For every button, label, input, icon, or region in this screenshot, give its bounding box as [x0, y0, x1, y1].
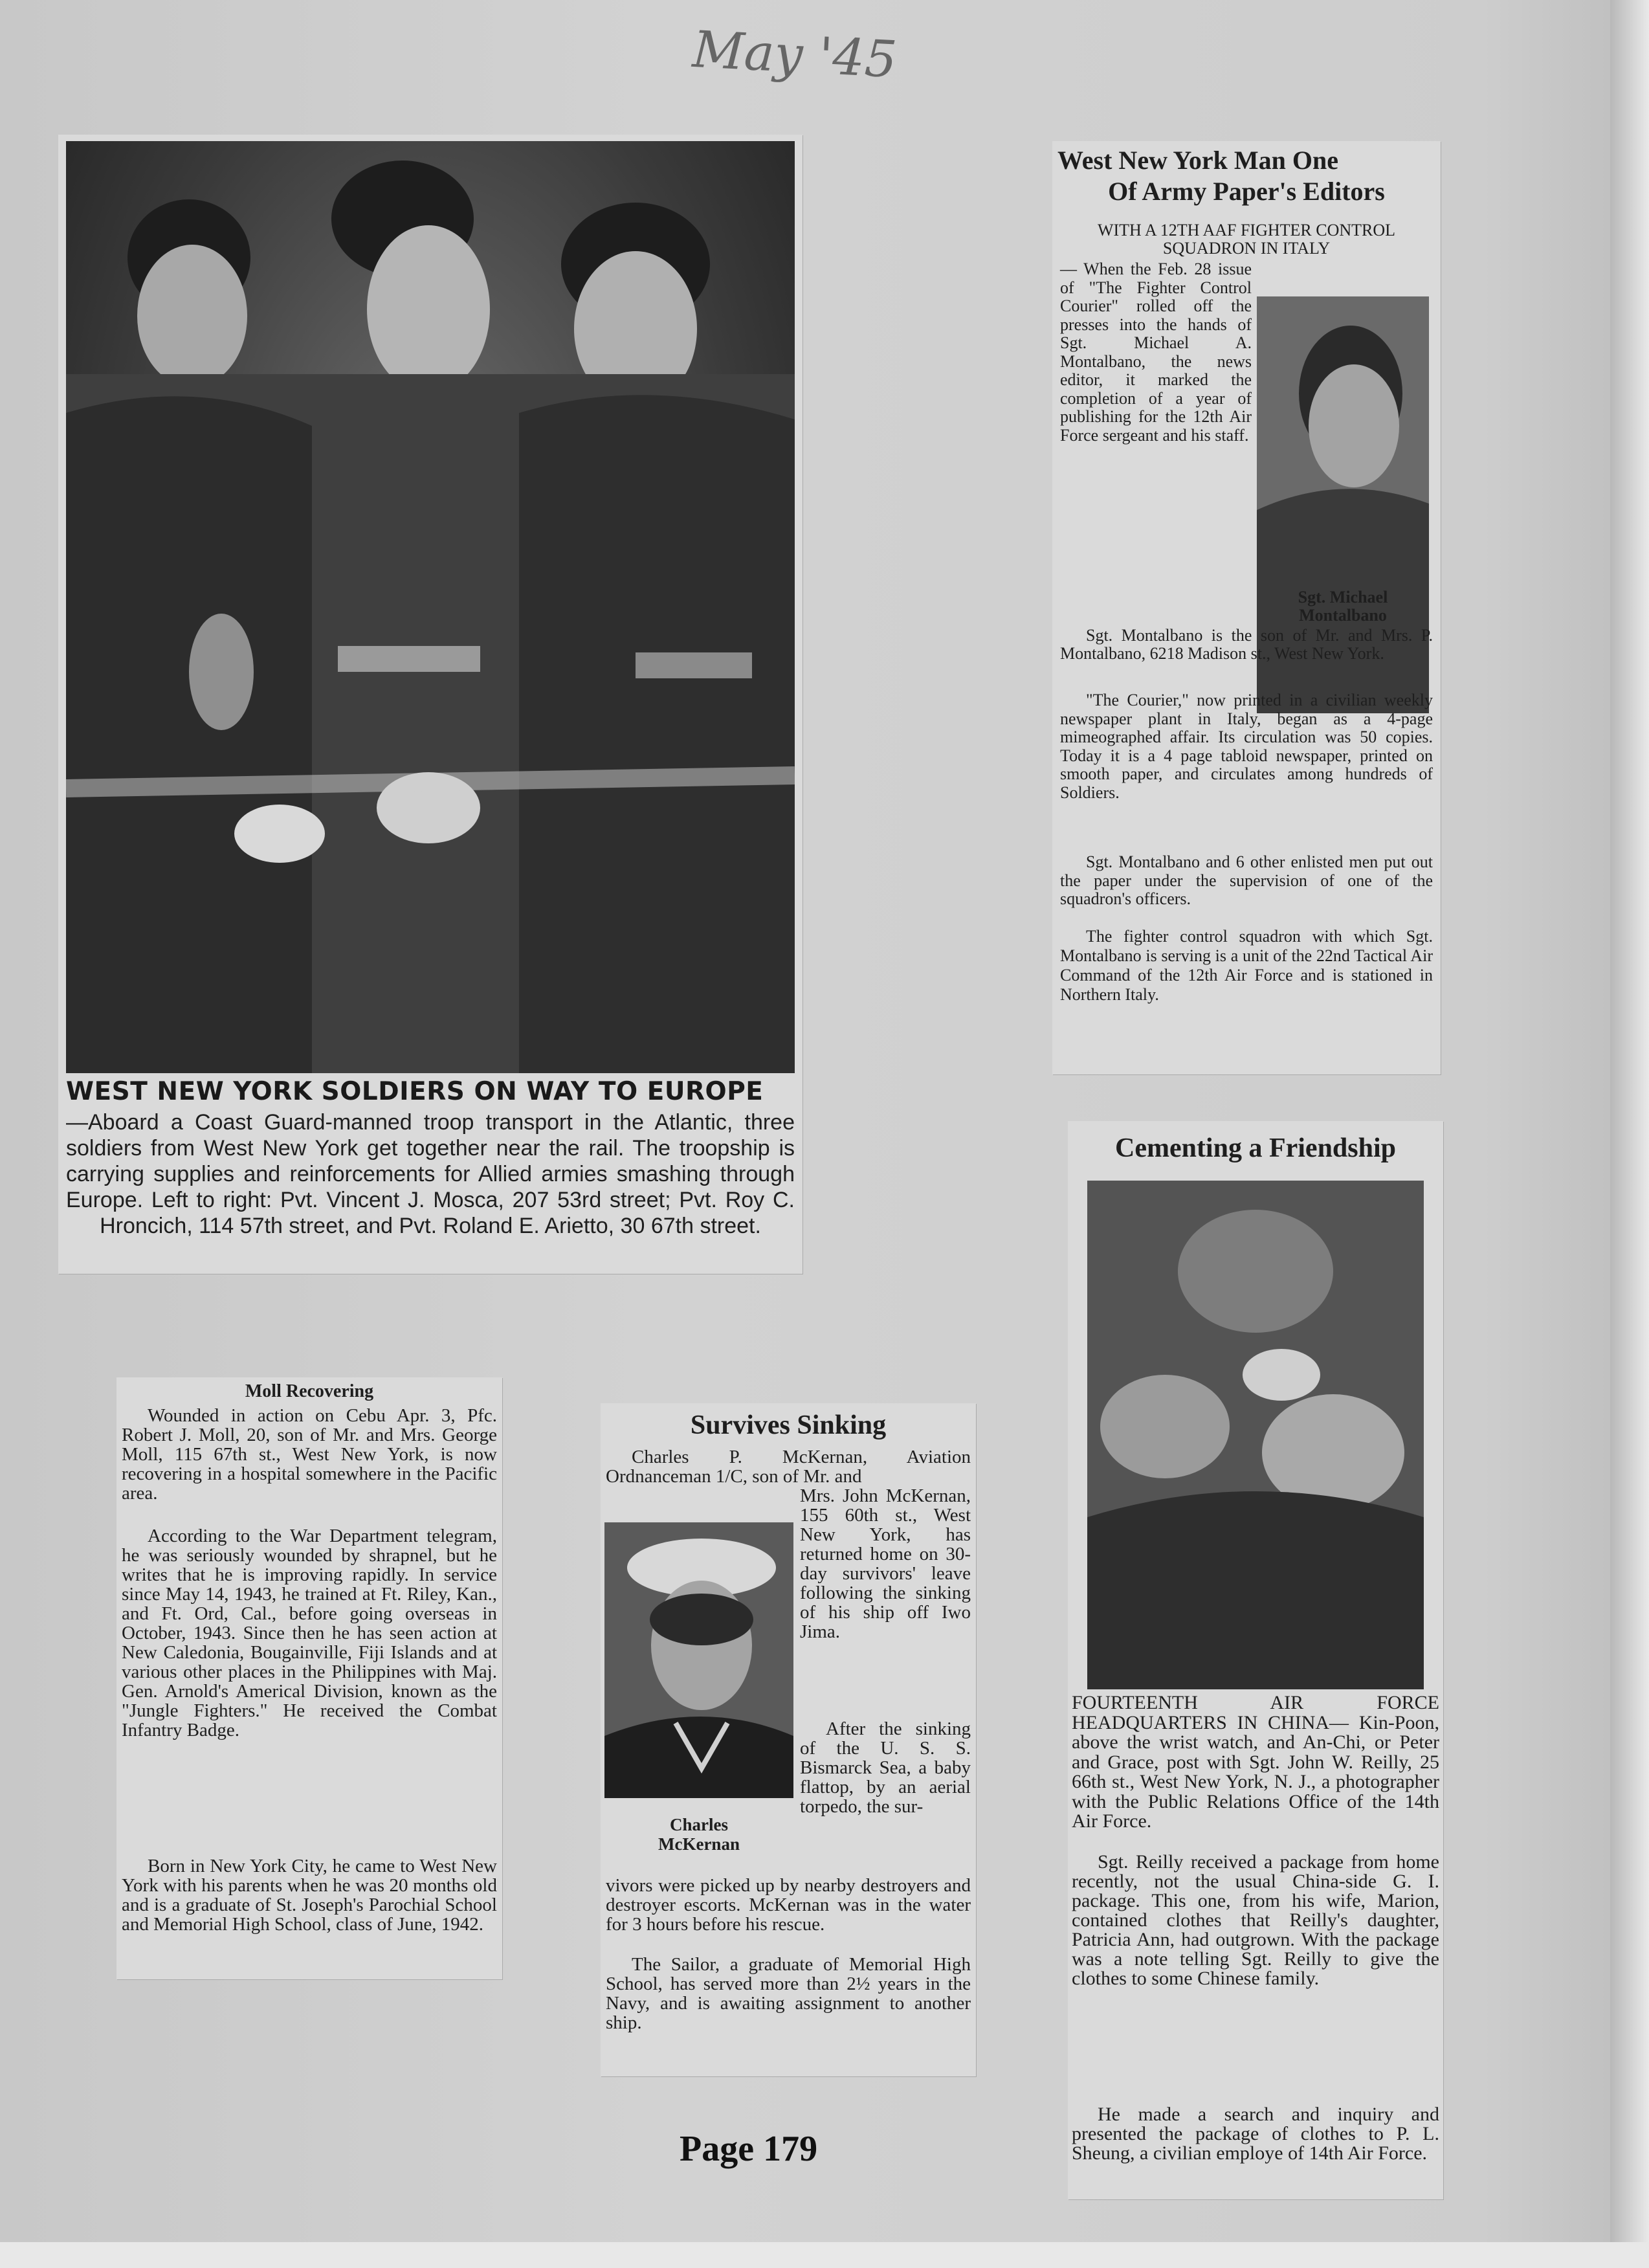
sinking-paragraph-2-continued: vivors were picked up by nearby destroyers and destroyer escorts. McKernan was in the water for 3 hours before his rescue.: [606, 1875, 976, 1935]
sinking-headline: Survives Sinking: [690, 1410, 887, 1440]
soldiers-photo: [66, 141, 795, 1073]
montalbano-caption-line2: Montalbano: [1299, 606, 1387, 625]
mckernan-caption-line2: McKernan: [658, 1834, 740, 1854]
montalbano-caption-line1: Sgt. Michael: [1298, 588, 1388, 606]
moll-paragraph-1: Wounded in action on Cebu Apr. 3, Pfc. Robert J. Moll, 20, son of Mr. and Mrs. George Moll, 115 67th st., West New York, is now recovering in a hospital somewhere in the Pacific area.: [122, 1405, 502, 1504]
mckernan-photo-shapes: [604, 1522, 793, 1798]
friendship-paragraph-2: Sgt. Reilly received a package from home recently, not the usual China-side G. I. package. This one, from his wife, Marion, contained clothes that Reilly's daughter, Patricia Ann, had outgrown. With the package was a note telling Sgt. Reilly to give the clothes to some Chinese family.: [1072, 1851, 1444, 1989]
friendship-clipping: [1068, 1121, 1443, 2199]
scan-bottom-strip: [0, 2242, 1649, 2268]
editor-headline-line1: West New York Man One: [1057, 146, 1339, 175]
mckernan-photo: [604, 1522, 793, 1798]
moll-clipping: [116, 1377, 502, 1979]
friendship-headline: Cementing a Friendship: [1114, 1133, 1397, 1163]
sinking-paragraph-1: Mrs. John McKernan, 155 60th st., West New York, has returned home on 30-day survivors' leave following the sinking of his ship off Iwo Jima.: [800, 1485, 976, 1642]
sinking-clipping: [601, 1403, 976, 2076]
friendship-photo: [1087, 1181, 1424, 1689]
soldiers-headline: WEST NEW YORK SOLDIERS ON WAY TO EUROPE: [66, 1077, 764, 1106]
soldiers-photo-shapes: [66, 141, 795, 1073]
editor-paragraph-1: — When the Feb. 28 issue of "The Fighter Control Courier" rolled off the presses into the hands of Sgt. Michael A. Montalbano, the news editor, it marked the completion of a year of publishing for the 12th Air Force sergeant and his staff.: [1060, 260, 1256, 445]
mckernan-caption-line1: Charles: [670, 1815, 728, 1834]
editor-clipping: [1052, 141, 1441, 1074]
friendship-paragraph-3: He made a search and inquiry and presented the package of clothes to P. L. Sheung, a civilian employe of 14th Air Force.: [1072, 2104, 1444, 2164]
editor-paragraph-4: Sgt. Montalbano and 6 other enlisted men put out the paper under the supervision of one of the squadron's officers.: [1060, 852, 1437, 908]
sinking-intro: Charles P. McKernan, Aviation Ordnanceman 1/C, son of Mr. and: [606, 1447, 976, 1487]
editor-headline-line2: Of Army Paper's Editors: [1108, 177, 1385, 206]
friendship-paragraph-1: FOURTEENTH AIR FORCE HEADQUARTERS IN CHINA— Kin-Poon, above the wrist watch, and An-Chi, or Peter and Grace, post with Sgt. John W. Reilly, 25 66th st., West New York, N. J., a photographer with the Public Relations Office of the 14th Air Force.: [1072, 1692, 1444, 1832]
moll-paragraph-3: Born in New York City, he came to West New York with his parents when he was 20 months old and is a graduate of St. Joseph's Parochial School and Memorial High School, class of June, 1942.: [122, 1856, 502, 1935]
editor-paragraph-2: Sgt. Montalbano is the son of Mr. and Mrs. P. Montalbano, 6218 Madison st., West New York.: [1060, 626, 1437, 663]
page-number: Page 179: [680, 2129, 818, 2169]
sinking-paragraph-3: The Sailor, a graduate of Memorial High School, has served more than 2½ years in the Navy, and is awaiting assignment to another ship.: [606, 1954, 976, 2033]
editor-paragraph-5: The fighter control squadron with which Sgt. Montalbano is serving is a unit of the 22nd Tactical Air Command of the 12th Air Force and is stationed in Northern Italy.: [1060, 927, 1437, 1004]
editor-dateline: WITH A 12TH AAF FIGHTER CONTROL SQUADRON IN ITALY: [1097, 221, 1400, 258]
friendship-photo-shapes: [1087, 1181, 1424, 1689]
moll-paragraph-2: According to the War Department telegram, he was seriously wounded by shrapnel, but he writes that he is improving rapidly. In service since May 14, 1943, he trained at Ft. Riley, Kan., and Ft. Ord, Cal., before going overseas in October, 1943. Since then he has seen action at New Caledonia, Bougainville, Fiji Islands and at various other places in the Philippines with Maj. Gen. Arnold's Americal Division, known as the "Jungle Fighters." He received the Combat Infantry Badge.: [122, 1526, 502, 1740]
moll-headline: Moll Recovering: [245, 1381, 374, 1401]
page-edge: [1610, 0, 1649, 2268]
soldiers-clipping: [58, 135, 802, 1274]
soldiers-caption: —Aboard a Coast Guard-manned troop transport in the Atlantic, three soldiers from West New York get together near the rail. The troopship is carrying supplies and reinforcements for Allied armies smashing through Europe. Left to right: Pvt. Vincent J. Mosca, 207 53rd street; Pvt. Roy C. Hroncich, 114 57th street, and Pvt. Roland E. Arietto, 30 67th street.: [66, 1110, 795, 1238]
sinking-paragraph-2: After the sinking of the U. S. S. Bismarck Sea, a baby flattop, by an aerial torpedo, the sur-: [800, 1718, 976, 1817]
editor-paragraph-3: "The Courier," now printed in a civilian weekly newspaper plant in Italy, began as a 4-page mimeographed affair. Its circulation was 50 copies. Today it is a 4 page tabloid newspaper, printed on smooth paper, and circulates among hundreds of Soldiers.: [1060, 691, 1437, 802]
handwritten-date: May '45: [691, 20, 899, 90]
